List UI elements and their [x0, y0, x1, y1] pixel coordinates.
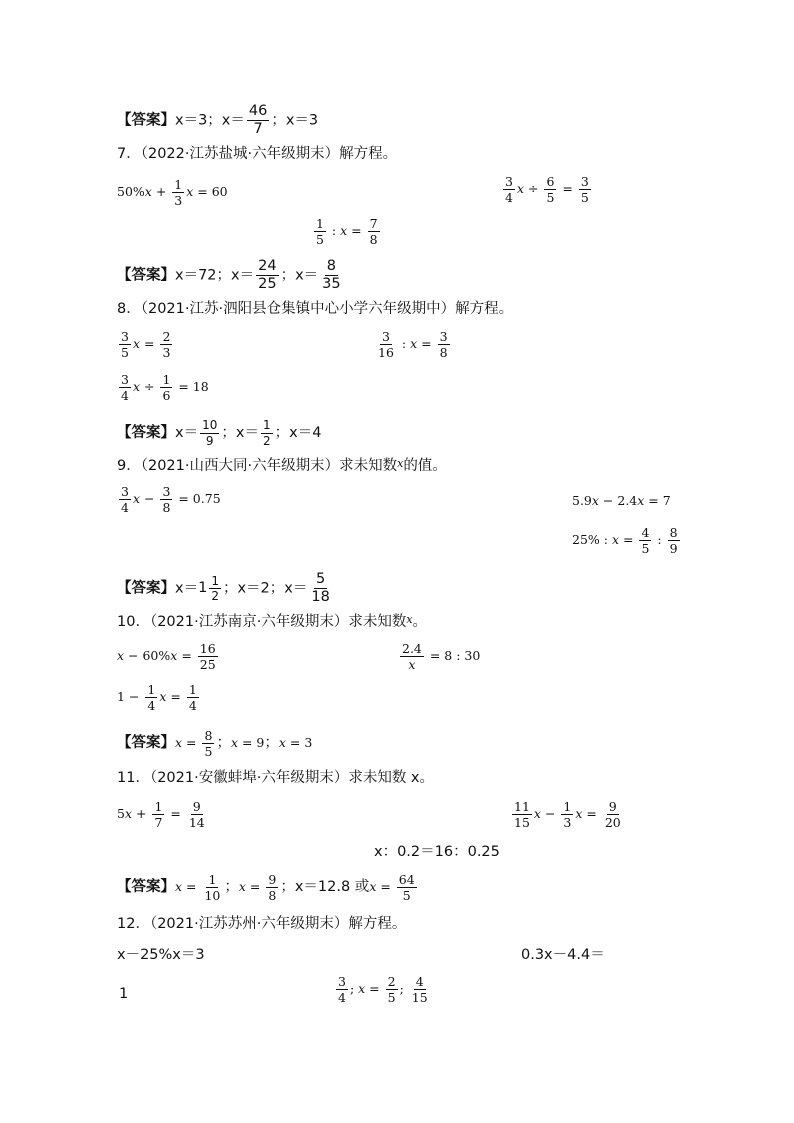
q8-answer: 【答案】x＝ $\frac{10}{9}$ ；x＝ $\frac{1}{2}$ ；x＝4 [117, 418, 322, 448]
q11-eq1: 5x + $\frac{1}{7}$ = $\frac{9}{14}$ [117, 799, 205, 831]
q9-eq2: 5.9x − 2.4x = 7 [572, 493, 671, 508]
q12-eq2: 0.3x－4.4＝ [521, 947, 605, 963]
q7-title: 7．（2022·江苏盐城·六年级期末）解方程。 [117, 146, 398, 162]
q12-title: 12．（2021·江苏苏州·六年级期末）解方程。 [117, 916, 407, 932]
q8-eq2: $\frac{3}{16}$ : x = $\frac{3}{8}$ [378, 329, 448, 361]
q11-answer: 【答案】x = $\frac{1}{10}$ ；x = $\frac{9}{8}$ ；x＝12.8 或x = $\frac{64}{5}$ [117, 872, 415, 904]
q12-eq4: $\frac{3}{4}$ ; x = $\frac{2}{5}$ ; $\frac{4}{15}$ [338, 974, 428, 1006]
q11-title: 11．（2021·安徽蚌埠·六年级期末）求未知数 x。 [117, 770, 435, 786]
q10-eq2: $\frac{2.4}{x}$ = 8 : 30 [402, 641, 481, 673]
q9-answer: 【答案】x＝ 1 $\frac{1}{2}$ ；x＝2；x＝ $\frac{5}{18}$ [117, 571, 330, 606]
q11-eq2: $\frac{11}{15}$ x − $\frac{1}{3}$ x = $\frac{9}{20}$ [514, 799, 621, 831]
q10-eq3: 1 − $\frac{1}{4}$ x = $\frac{1}{4}$ [117, 682, 197, 714]
q10-answer: 【答案】x = $\frac{8}{5}$ ；x = 9；x = 3 [117, 728, 313, 760]
q9-eq3: 25% : x = $\frac{4}{5}$ : $\frac{8}{9}$ [572, 525, 678, 557]
q7-eq1: 50%x + $\frac{1}{3}$ x = 60 [117, 177, 228, 209]
q8-eq3: $\frac{3}{4}$ x ÷ $\frac{1}{6}$ = 18 [121, 372, 209, 404]
answer-label: 【答案】 [117, 267, 175, 284]
q7-eq3: $\frac{1}{5}$ : x = $\frac{7}{8}$ [316, 216, 378, 248]
q8-eq1: $\frac{3}{5}$ x = $\frac{2}{3}$ [121, 329, 171, 361]
q12-eq3-lead: 1 [119, 986, 129, 1002]
q12-eq1: x－25%x＝3 [117, 947, 205, 963]
q9-title: 9．（2021·山西大同·六年级期末）求未知数$^x$的值。 [117, 457, 447, 474]
q7-answer: 【答案】x＝72；x＝ $\frac{24}{25}$ ；x＝ $\frac{8}{35}$ [117, 258, 341, 293]
q7-eq2: $\frac{3}{4}$ x ÷ $\frac{6}{5}$ = $\frac{3}{5}$ [505, 174, 589, 206]
q10-eq1: x − 60%x = $\frac{16}{25}$ [117, 641, 216, 673]
q10-title: 10．（2021·江苏南京·六年级期末）求未知数$^x$。 [117, 613, 428, 630]
fraction: $\frac{46}{7}$ [248, 103, 268, 138]
q8-title: 8．（2021·江苏·泗阳县仓集镇中心小学六年级期中）解方程。 [117, 301, 514, 317]
q11-eq3: x：0.2＝16：0.25 [374, 844, 500, 860]
q6-answer: 【答案】x＝3；x＝ $\frac{46}{7}$ ；x＝3 [117, 103, 319, 138]
q9-eq1: $\frac{3}{4}$ x − $\frac{3}{8}$ = 0.75 [121, 484, 221, 516]
answer-label: 【答案】 [117, 425, 175, 442]
answer-label: 【答案】 [117, 879, 175, 896]
answer-label: 【答案】 [117, 580, 175, 597]
answer-label: 【答案】 [117, 735, 175, 752]
mixed-number: 1 $\frac{1}{2}$ [198, 573, 219, 604]
answer-label: 【答案】 [117, 112, 175, 129]
